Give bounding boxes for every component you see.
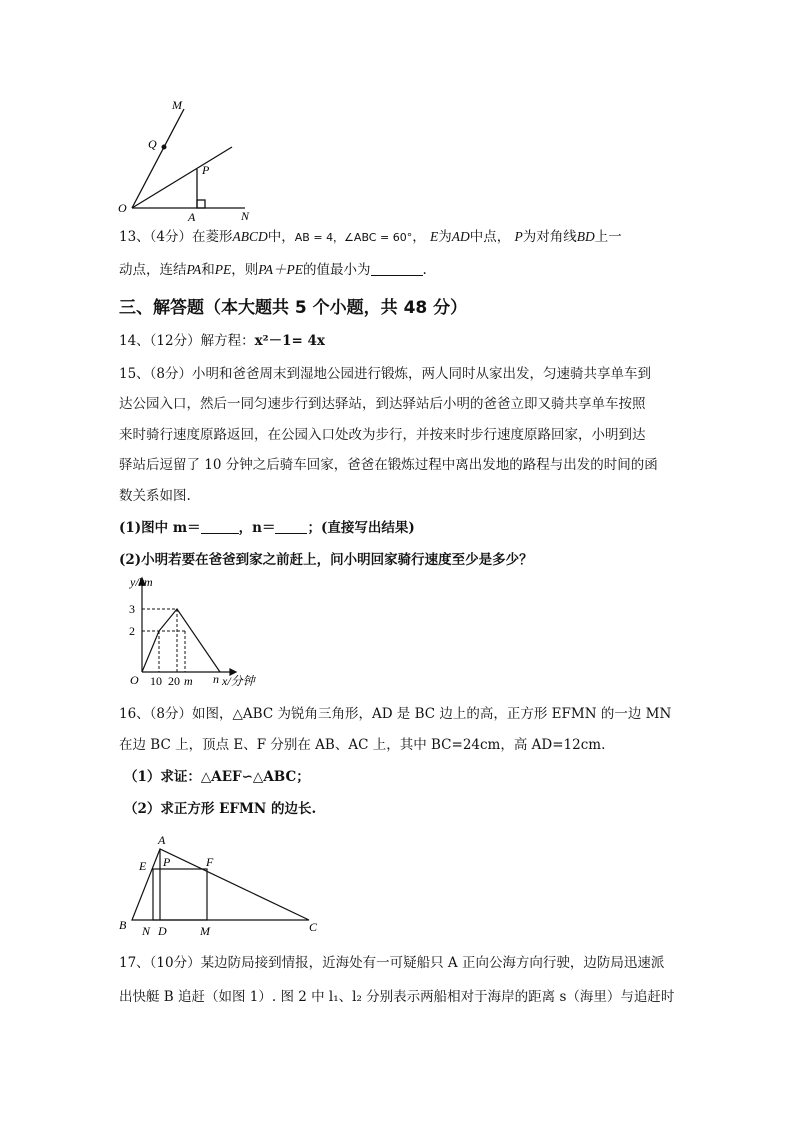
origin-label: O — [130, 673, 139, 687]
q16-part-2: （2）求正方形 EFMN 的边长. — [124, 801, 317, 817]
q13-text: 和 — [201, 262, 215, 278]
q15-part1-text: ；(直接写出结果) — [307, 520, 415, 536]
label-e: E — [139, 859, 147, 873]
graph-line — [142, 609, 220, 672]
ray-om — [132, 109, 184, 208]
q13-text: 中， — [267, 229, 295, 245]
q15-line-5: 数关系如图. — [119, 488, 191, 504]
label-p: P — [163, 855, 171, 869]
q13-math: PE — [214, 262, 232, 277]
q15-line-3: 来时骑行速度原路返回，在公园入口处改为步行，并按来时步行速度原路回家，小明到达 — [119, 427, 646, 443]
q13-text: 上一 — [594, 229, 622, 245]
triangle-square-figure — [114, 831, 326, 937]
label-m: M — [200, 924, 210, 937]
answer-blank-n — [275, 520, 307, 534]
q13-math: PA＋PE — [258, 262, 304, 277]
q17-line-1: 17、（10分）某边防局接到情报，近海处有一可疑船只 A 正向公海方向行驶，边防局迅速派 — [119, 955, 665, 971]
label-p: P — [202, 163, 210, 177]
x-tick-m: m — [184, 674, 193, 688]
label-a: A — [158, 833, 166, 847]
q13-line1 — [119, 229, 622, 246]
q13-text: . — [422, 262, 427, 278]
x-tick-20: 20 — [168, 674, 180, 688]
right-angle-mark — [197, 200, 205, 208]
q15-part1-text: (1)图中 m＝ — [119, 520, 201, 536]
q15-part1-text: ，n＝ — [238, 520, 276, 536]
q13-math: PA — [186, 262, 202, 277]
label-q: Q — [148, 137, 157, 151]
triangle-abc — [132, 849, 309, 920]
x-tick-10: 10 — [150, 674, 162, 688]
x-axis-label: x/分钟 — [222, 674, 255, 688]
label-d: D — [158, 924, 167, 937]
label-a: A — [188, 210, 196, 224]
label-c: C — [309, 920, 318, 934]
q15-line-4: 驿站后逗留了 10 分钟之后骑车回家，爸爸在锻炼过程中离出发地的路程与出发的时间的函 — [119, 457, 658, 473]
square-efmn — [153, 869, 207, 920]
q13-condition: AB = 4，∠ABC = 60° — [294, 231, 413, 244]
label-f: F — [206, 855, 214, 869]
q13-text: 的值最小为 — [303, 262, 371, 278]
point-q — [162, 145, 167, 150]
q15-part-2: (2)小明若要在爸爸到家之前赶上，问小明回家骑行速度至少是多少？ — [119, 552, 533, 568]
q15-part-1 — [119, 520, 415, 536]
label-b: B — [119, 918, 127, 932]
q13-text: 中点， — [469, 229, 511, 245]
q16-line-1: 16、（8分）如图，△ABC 为锐角三角形，AD 是 BC 边上的高，正方形 EFMN 的一边 MN — [119, 706, 672, 722]
distance-time-graph — [112, 573, 272, 691]
q14 — [119, 333, 325, 349]
q13-line2 — [119, 262, 427, 278]
q14-prefix: 14、（12分）解方程： — [119, 333, 255, 349]
label-m: M — [172, 98, 182, 112]
q17-line-2: 出快艇 B 追赶（如图 1）. 图 2 中 l₁、l₂ 分别表示两船相对于海岸的距离 s（海里）与追赶时 — [119, 989, 675, 1005]
q13-text: 动点，连结 — [119, 262, 187, 278]
bisector-ray — [132, 147, 232, 208]
y-tick-2: 2 — [129, 624, 135, 638]
q16-line-2: 在边 BC 上，顶点 E、F 分别在 AB、AC 上，其中 BC=24cm，高 AD=12cm. — [119, 737, 606, 753]
x-tick-n: n — [213, 672, 219, 686]
q13-math: AD — [451, 229, 470, 244]
q13-math: ABCD — [232, 229, 268, 244]
label-n: N — [241, 209, 250, 223]
q13-text: 为对角线 — [522, 229, 577, 245]
q16-part-1: （1）求证：△AEF∽△ABC； — [124, 769, 310, 785]
q13-math: P — [514, 229, 523, 244]
y-tick-3: 3 — [129, 602, 135, 616]
q15-line-2: 达公园入口，然后一同匀速步行到达驿站，到达驿站后小明的爸爸立即又骑共享单车按照 — [119, 396, 646, 412]
q13-text: 13、（4分）在菱形 — [119, 229, 233, 245]
y-axis-label: y/km — [130, 575, 153, 589]
q15-line-1: 15、（8分）小明和爸爸周末到湿地公园进行锻炼，两人同时从家出发，匀速骑共享单车到 — [119, 366, 652, 382]
q13-math: BD — [576, 229, 595, 244]
q13-math: E — [430, 229, 439, 244]
label-o: O — [118, 201, 127, 215]
label-n: N — [142, 924, 151, 937]
section-3-heading: 三、解答题（本大题共 5 个小题，共 48 分） — [119, 298, 468, 318]
q13-text: 为 — [438, 229, 452, 245]
q13-text: ，则 — [231, 262, 259, 278]
angle-figure — [112, 95, 262, 225]
answer-blank-m — [201, 520, 239, 534]
q14-equation: x²－1= 4x — [254, 333, 325, 349]
q13-text: ， — [412, 229, 426, 245]
answer-blank — [371, 262, 423, 276]
